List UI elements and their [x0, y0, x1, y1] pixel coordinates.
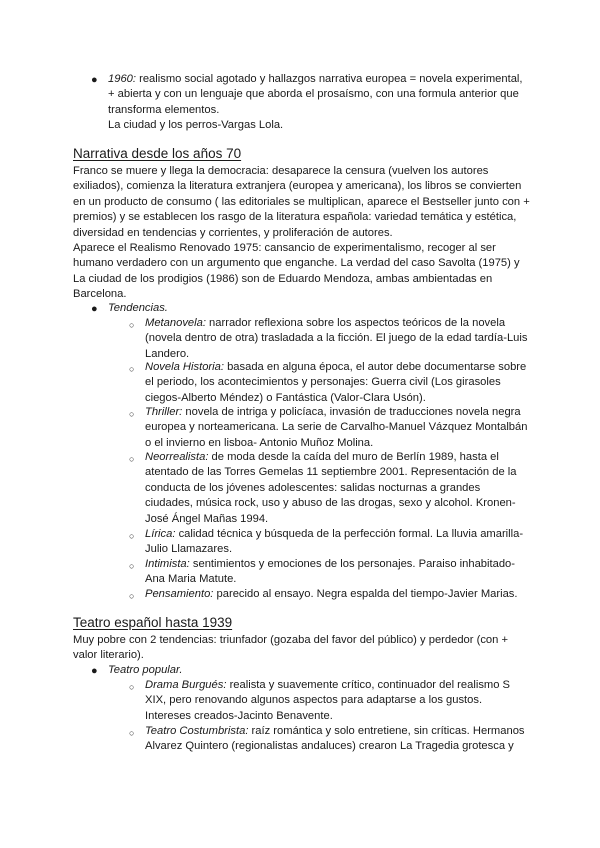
list-item-teatro-costumbrista: Teatro Costumbrista: raíz romántica y solo entretiene, sin críticas. Hermanos Alvarez Quintero (regionalistas andaluces) crearon La Tragedia grotesca y [145, 725, 525, 753]
list-item-pensamiento: Pensamiento: parecido al ensayo. Negra espalda del tiempo-Javier Marias. [145, 588, 518, 600]
item-label: 1960: [108, 73, 136, 85]
list-item-intimista: Intimista: sentimientos y emociones de los personajes. Paraiso inhabitado-Ana Maria Matute. [145, 558, 516, 586]
section-heading-narrativa: Narrativa desde los años 70 [73, 146, 242, 161]
list-item-neorrealista: Neorrealista: de moda desde la caída del muro de Berlín 1989, hasta el atentado de las Torres Gemelas 11 septiembre 2001. Representación de la conducta de los jóvenes adolescentes: salidas nocturnas a grandes ciudades, música rock, uso y abuso de las drogas, sexo y alcohol. Kronen-José Ángel Mañas 1994. [145, 451, 517, 525]
circle-bullet-icon: ○ [129, 454, 135, 464]
circle-bullet-icon: ○ [129, 728, 135, 738]
item-text: realismo social agotado y hallazgos narrativa europea = novela experimental, + abierta y con un lenguaje que aborda el prosaísmo, con una formula anterior que transforma elementos. [108, 73, 523, 116]
list-item-novela-historia: Novela Historia: basada en alguna época, el autor debe documentarse sobre el periodo, los acontecimientos y personajes: Guerra civil (Los girasoles ciegos-Alberto Méndez) o Fantástica (Valor-Clara Usón). [145, 361, 527, 404]
bullet-icon: ● [91, 665, 98, 677]
circle-bullet-icon: ○ [129, 320, 135, 330]
bullet-1960 [108, 72, 528, 134]
circle-bullet-icon: ○ [129, 531, 135, 541]
circle-bullet-icon: ○ [129, 561, 135, 571]
list-item-lirica: Lírica: calidad técnica y búsqueda de la perfección formal. La lluvia amarilla-Julio Llamazares. [145, 528, 524, 556]
section-heading-teatro: Teatro español hasta 1939 [73, 615, 233, 630]
list-item-drama-burgues: Drama Burgués: realista y suavemente crítico, continuador del realismo S XIX, pero renovando algunos aspectos para adaptarse a los gustos. Intereses creados-Jacinto Benavente. [145, 679, 511, 722]
list-item-metanovela: Metanovela: narrador reflexiona sobre los aspectos teóricos de la novela (novela dentro de otra) trasladada a la ficción. El juego de la edad tardía-Luis Landero. [145, 317, 528, 360]
list-item-thriller: Thriller: novela de intriga y policíaca, invasión de traducciones novela negra europea y norteamericana. La serie de Carvalho-Manuel Vázquez Montalbán o el invierno en lisboa- Antonio Muñoz Molina. [145, 406, 528, 449]
circle-bullet-icon: ○ [129, 591, 135, 601]
tendencias-label: Tendencias. [108, 302, 168, 314]
teatro-popular-label: Teatro popular. [108, 664, 183, 676]
circle-bullet-icon: ○ [129, 409, 135, 419]
circle-bullet-icon: ○ [129, 682, 135, 692]
bullet-icon: ● [91, 74, 98, 86]
item-example: La ciudad y los perros-Vargas Lola. [108, 119, 284, 132]
circle-bullet-icon: ○ [129, 364, 135, 374]
paragraph: Muy pobre con 2 tendencias: triunfador (gozaba del favor del público) y perdedor (con + valor literario). [73, 634, 509, 662]
bullet-icon: ● [91, 303, 98, 315]
paragraph: Aparece el Realismo Renovado 1975: cansancio de experimentalismo, recoger al ser humano verdadero con un argumento que enganche. La verdad del caso Savolta (1975) y La ciudad de los prodigios (1986) son de Eduardo Mendoza, ambas ambientadas en Barcelona. [73, 242, 520, 301]
paragraph: Franco se muere y llega la democracia: desaparece la censura (vuelven los autores exiliados), comienza la literatura extranjera (europea y americana), los libros se convierten en un producto de consumo ( las editoriales se multiplican, aparece el Bestseller junto con + premios) y se establecen los rasgo de la literatura española: variedad temática y estética, diversidad en tendencias y corrientes, y proliferación de autores. [73, 165, 530, 239]
